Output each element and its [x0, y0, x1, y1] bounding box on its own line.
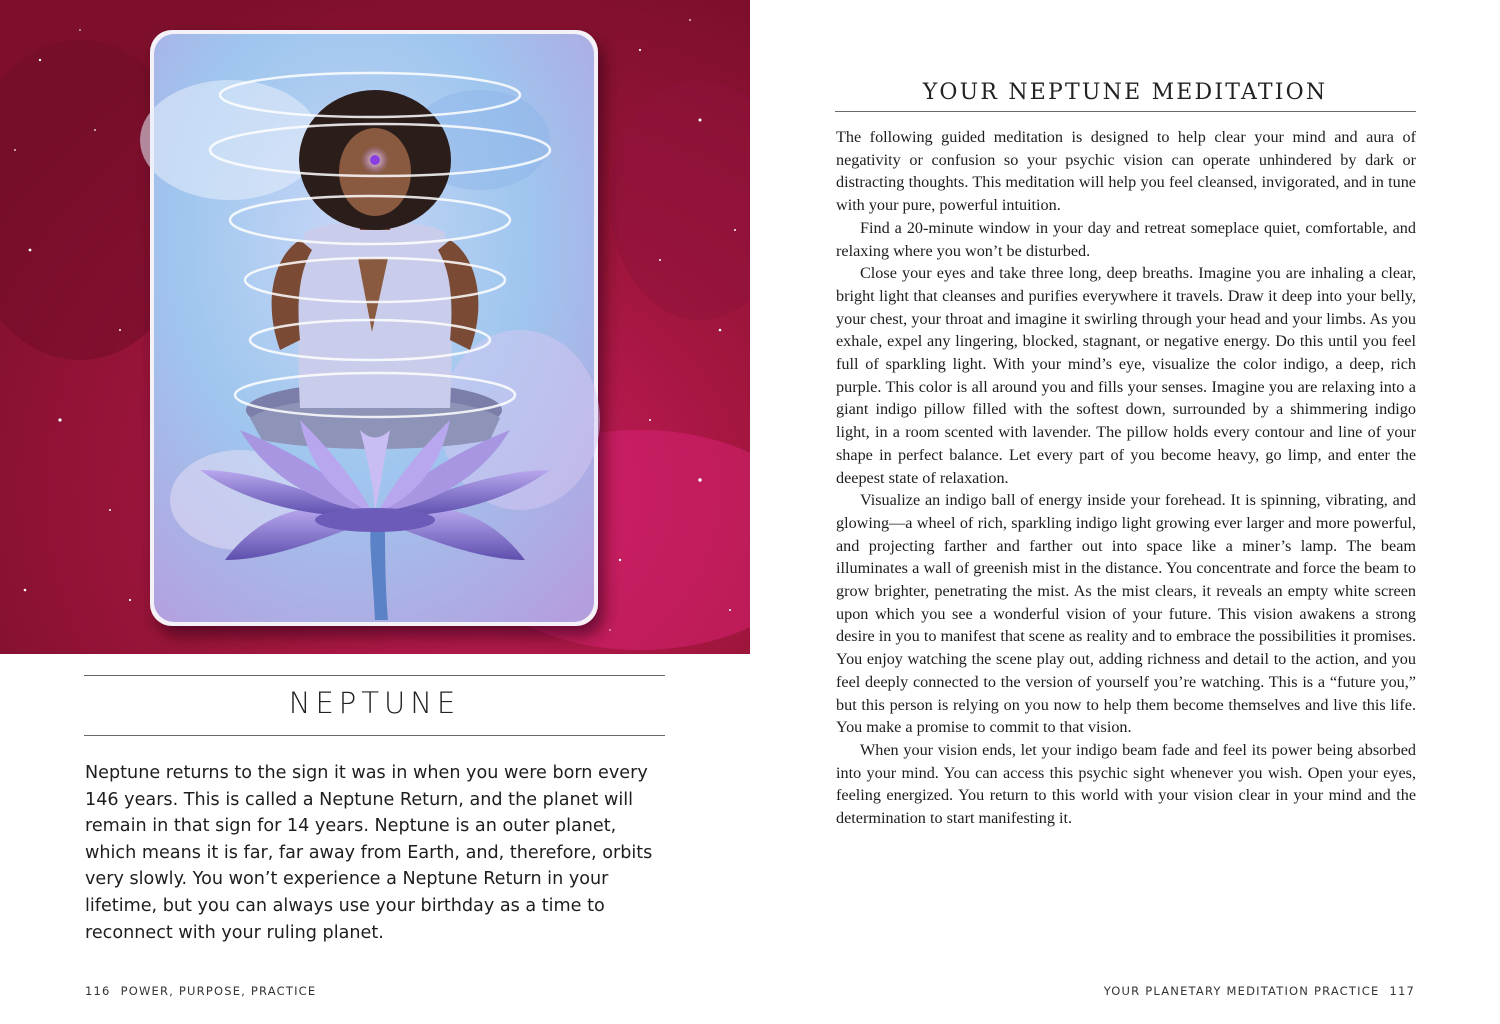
- illustration-art: [0, 0, 750, 654]
- left-folio: [85, 984, 326, 998]
- planet-intro-text: Neptune returns to the sign it was in when you were born every 146 years. This is called a Neptune Return, and the planet will remain in that sign for 14 years. Neptune is an outer planet, which means it is far, far away from Earth, and, therefore, orbits very slowly. You won’t experience a Neptune Return in your lifetime, but you can always use your birthday as a time to reconnect with your ruling planet.: [85, 763, 653, 943]
- meditation-body: [836, 126, 1416, 830]
- right-running-head: YOUR PLANETARY MEDITATION PRACTICE: [1103, 984, 1380, 998]
- meditation-title: YOUR NEPTUNE MEDITATION: [922, 80, 1328, 105]
- neptune-card-illustration: [0, 0, 750, 654]
- paragraph: Find a 20-minute window in your day and retreat someplace quiet, comfortable, and relaxing where you won’t be disturbed.: [836, 218, 1416, 260]
- paragraph: Close your eyes and take three long, deep breaths. Imagine you are inhaling a clear, bright light that cleanses and purifies everywhere it travels. Draw it deep into your belly, your chest, your throat and imagine it swirling through your head and your limbs. As you exhale, expel any lingering, blocked, stagnant, or negative energy. Do this until you feel full of sparkling light. With your mind’s eye, visualize the color indigo, a deep, rich purple. This color is all around you and fills your senses. Imagine you are relaxing into a giant indigo pillow filled with the softest down, surrounded by a shimmering indigo light, in a room scented with lavender. The pillow holds every contour and line of your shape in perfect balance. Let every part of you become heavy, go limp, and enter the deepest state of relaxation.: [836, 264, 1416, 487]
- planet-title: NEPTUNE: [288, 686, 461, 720]
- meditation-title-rule: [835, 111, 1416, 112]
- left-page-number: 116: [85, 984, 111, 998]
- left-running-head: POWER, PURPOSE, PRACTICE: [120, 984, 317, 998]
- title-top-rule: [84, 675, 665, 676]
- right-folio: [1104, 984, 1415, 998]
- right-page-number: 117: [1389, 984, 1415, 998]
- title-bottom-rule: [84, 735, 665, 736]
- paragraph: The following guided meditation is designed to help clear your mind and aura of negativity or confusion so your psychic vision can operate unhindered by dark or distracting thoughts. This meditation will help you feel cleansed, invigorated, and in tune with your pure, powerful intuition.: [836, 128, 1416, 215]
- right-page: [750, 0, 1500, 1024]
- paragraph: Visualize an indigo ball of energy inside your forehead. It is spinning, vibrating, and glowing—a wheel of rich, sparkling indigo light growing ever larger and more powerful, and projecting farther and farther out into space like a miner’s lamp. The beam illuminates a wall of greenish mist in the distance. You concentrate and force the beam to grow brighter, penetrating the mist. As the mist clears, it reveals an empty white screen upon which you see a wonderful vision of your future. This vision awakens a strong desire in you to manifest that scene as reality and to embrace the possibilities it promises. You enjoy watching the scene play out, adding richness and detail to the action, and you feel deeply connected to the version of yourself you’re watching. This is a “future you,” but this person is relying on you now to help them become themselves and live this life. You make a promise to commit to that vision.: [836, 491, 1416, 737]
- paragraph: When your vision ends, let your indigo beam fade and feel its power being absorbed into your mind. You can access this psychic sight whenever you wish. Open your eyes, feeling energized. You return to this world with your vision clear in your mind and the determination to start manifesting it.: [836, 740, 1416, 828]
